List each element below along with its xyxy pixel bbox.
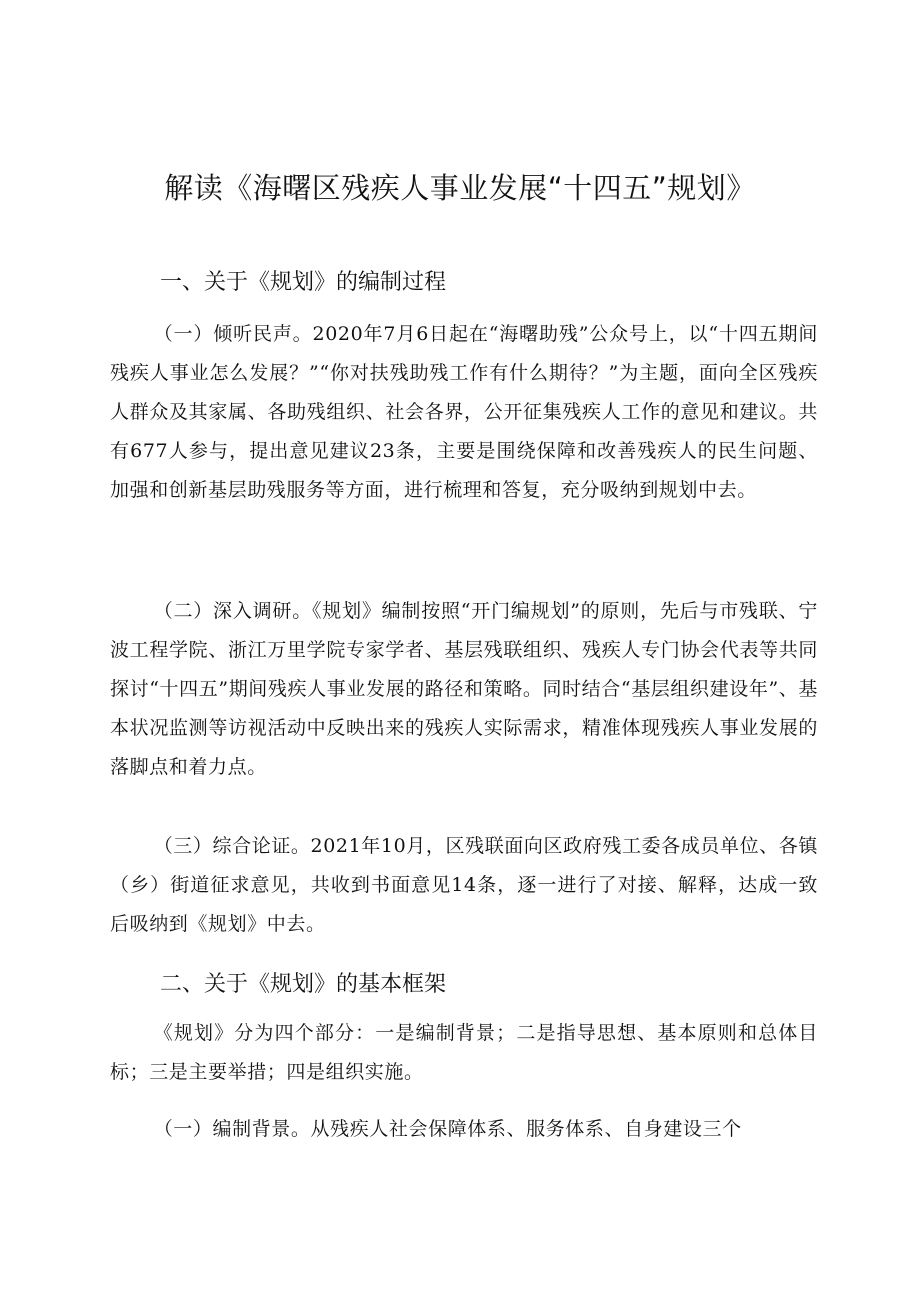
paragraph-comprehensive-review: （三）综合论证。2021年10月，区残联面向区政府残工委各成员单位、各镇（乡）街道征求意见，共收到书面意见14条，逐一进行了对接、解释，达成一致后吸纳到《规划》中去。 [110, 835, 818, 935]
paragraph-in-depth-research: （二）深入调研。《规划》编制按照“开门编规划”的原则，先后与市残联、宁波工程学院、浙江万里学院专家学者、基层残联组织、残疾人专门协会代表等共同探讨“十四五”期间残疾人事业发展的路径和策略。同时结合“基层组织建设年”、基本状况监测等访视活动中反映出来的残疾人实际需求，精准体现残疾人事业发展的落脚点和着力点。 [110, 600, 818, 778]
document-title: 解读《海曙区残疾人事业发展“十四五”规划》 [164, 171, 756, 205]
paragraph-compilation-background: （一）编制背景。从残疾人社会保障体系、服务体系、自身建设三个 [153, 1118, 742, 1140]
paragraph-listen-to-public: （一）倾听民声。2020年7月6日起在“海曙助残”公众号上，以“十四五期间残疾人事业怎么发展？”“你对扶残助残工作有什么期待？”为主题，面向全区残疾人群众及其家属、各助残组织、社会各界，公开征集残疾人工作的意见和建议。共有677人参与，提出意见建议23条，主要是围绕保障和改善残疾人的民生问题、加强和创新基层助残服务等方面，进行梳理和答复，充分吸纳到规划中去。 [110, 323, 818, 501]
section-heading-basic-framework: 二、关于《规划》的基本框架 [160, 972, 447, 997]
paragraph-four-parts: 《规划》分为四个部分：一是编制背景；二是指导思想、基本原则和总体目标；三是主要举措；四是组织实施。 [110, 1022, 818, 1083]
section-heading-compilation-process: 一、关于《规划》的编制过程 [160, 270, 447, 295]
